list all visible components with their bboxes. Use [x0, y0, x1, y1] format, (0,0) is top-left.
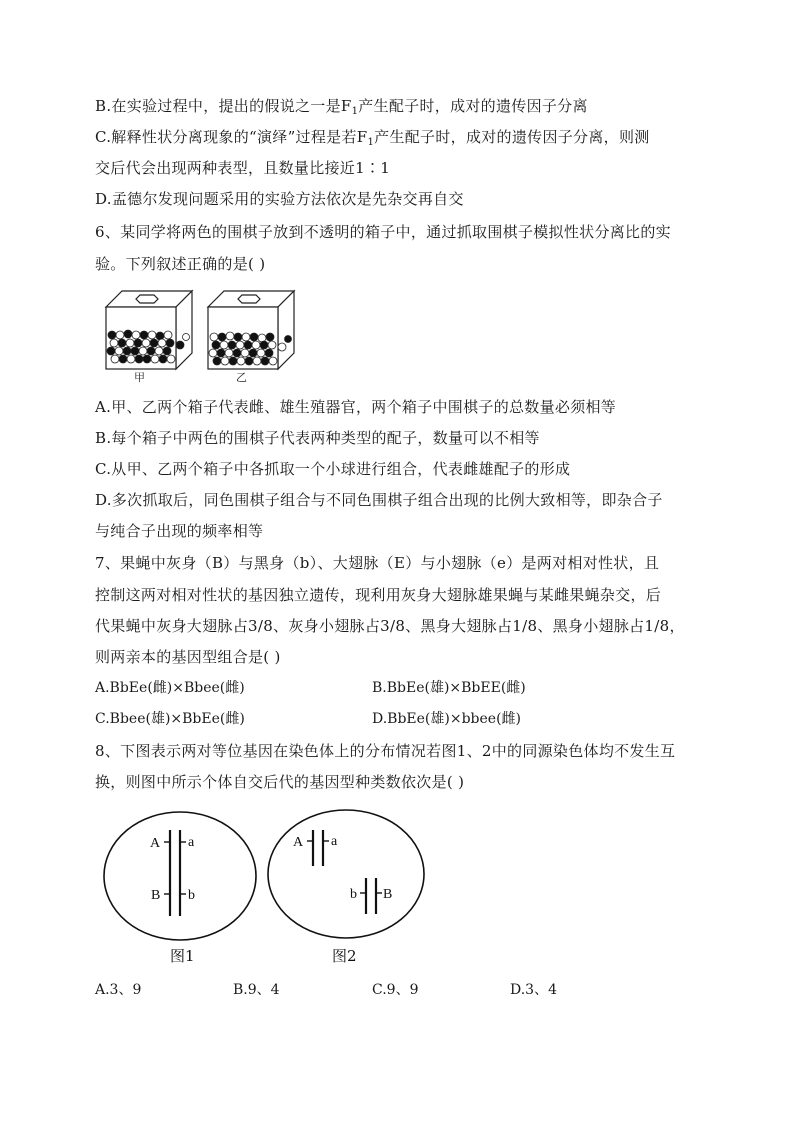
figure-1-cell: [104, 812, 256, 965]
fig1-gene-b: b: [188, 888, 195, 903]
q6-stem-line1: 6、某同学将两色的围棋子放到不透明的箱子中，通过抓取围棋子模拟性状分离比的实: [95, 223, 671, 241]
fig1-gene-A: A: [150, 836, 161, 851]
box-jia-label: 甲: [134, 371, 145, 384]
q7-option-a: A.BbEe(雌)×Bbee(雌): [95, 680, 245, 696]
q8-stem-line1: 8、下图表示两对等位基因在染色体上的分布情况若图1、2中的同源染色体均不发生互: [95, 742, 676, 760]
q8-chromosome-figure: [100, 808, 430, 968]
q6-option-b: B.每个箱子中两色的围棋子代表两种类型的配子，数量可以不相等: [95, 429, 540, 447]
q7-stem-line2: 控制这两对相对性状的基因独立遗传，现利用灰身大翅脉雄果蝇与某雌果蝇杂交，后: [95, 586, 662, 604]
fig2-gene-B: B: [383, 887, 393, 902]
q7-option-d: D.BbEe(雄)×bbee(雌): [372, 711, 522, 727]
q7-stem-line1: 7、果蝇中灰身（B）与黑身（b）、大翅脉（E）与小翅脉（e）是两对相对性状，且: [95, 554, 660, 572]
q8-option-d: D.3、4: [510, 982, 557, 998]
q8-option-c: C.9、9: [372, 982, 419, 998]
q6-option-c: C.从甲、乙两个箱子中各抓取一个小球进行组合，代表雌雄配子的形成: [95, 460, 571, 478]
fig2-gene-A: A: [293, 835, 304, 850]
q7-option-c: C.Bbee(雄)×BbEe(雌): [95, 711, 245, 727]
q5-option-b: B.在实验过程中，提出的假说之一是$F_1$产生配子时，成对的遗传因子分离: [95, 97, 588, 117]
box-jia: [106, 291, 192, 369]
q6-option-a: A.甲、乙两个箱子代表雌、雄生殖器官，两个箱子中围棋子的总数量必须相等: [95, 398, 617, 416]
q5-option-c-line2: 交后代会出现两种表型，且数量比接近1∶1: [95, 159, 391, 177]
figure-2-cell: [268, 810, 424, 965]
q6-option-d-line1: D.多次抓取后，同色围棋子组合与不同色围棋子组合出现的比例大致相等，即杂合子: [95, 491, 663, 509]
q5-option-c-line1: C.解释性状分离现象的“演绎”过程是若$F_1$产生配子时，成对的遗传因子分离，则测: [95, 128, 650, 148]
q6-option-d-line2: 与纯合子出现的频率相等: [95, 522, 264, 540]
q6-stem-line2: 验。下列叙述正确的是( ): [95, 255, 266, 273]
q6-boxes-figure: [100, 285, 300, 385]
fig2-label: 图2: [332, 947, 357, 965]
q8-stem-line2: 换，则图中所示个体自交后代的基因型种类数依次是( ): [95, 773, 465, 791]
fig2-gene-b: b: [350, 887, 357, 902]
fig1-gene-a: a: [188, 835, 195, 850]
fig1-label: 图1: [170, 947, 195, 965]
q5-option-d: D.孟德尔发现问题采用的实验方法依次是先杂交再自交: [95, 190, 464, 208]
box-yi-label: 乙: [236, 371, 247, 384]
q8-option-b: B.9、4: [233, 982, 280, 998]
q7-stem-line3: 代果蝇中灰身大翅脉占3/8、灰身小翅脉占3/8、黑身大翅脉占1/8、黑身小翅脉占1/8，: [95, 617, 685, 635]
q7-stem-line4: 则两亲本的基因型组合是( ): [95, 648, 281, 666]
q8-option-a: A.3、9: [95, 982, 142, 998]
box-yi: [208, 291, 294, 369]
fig2-gene-a: a: [331, 834, 338, 849]
q7-option-b: B.BbEe(雄)×BbEE(雌): [372, 680, 526, 696]
fig1-gene-B: B: [151, 888, 161, 903]
